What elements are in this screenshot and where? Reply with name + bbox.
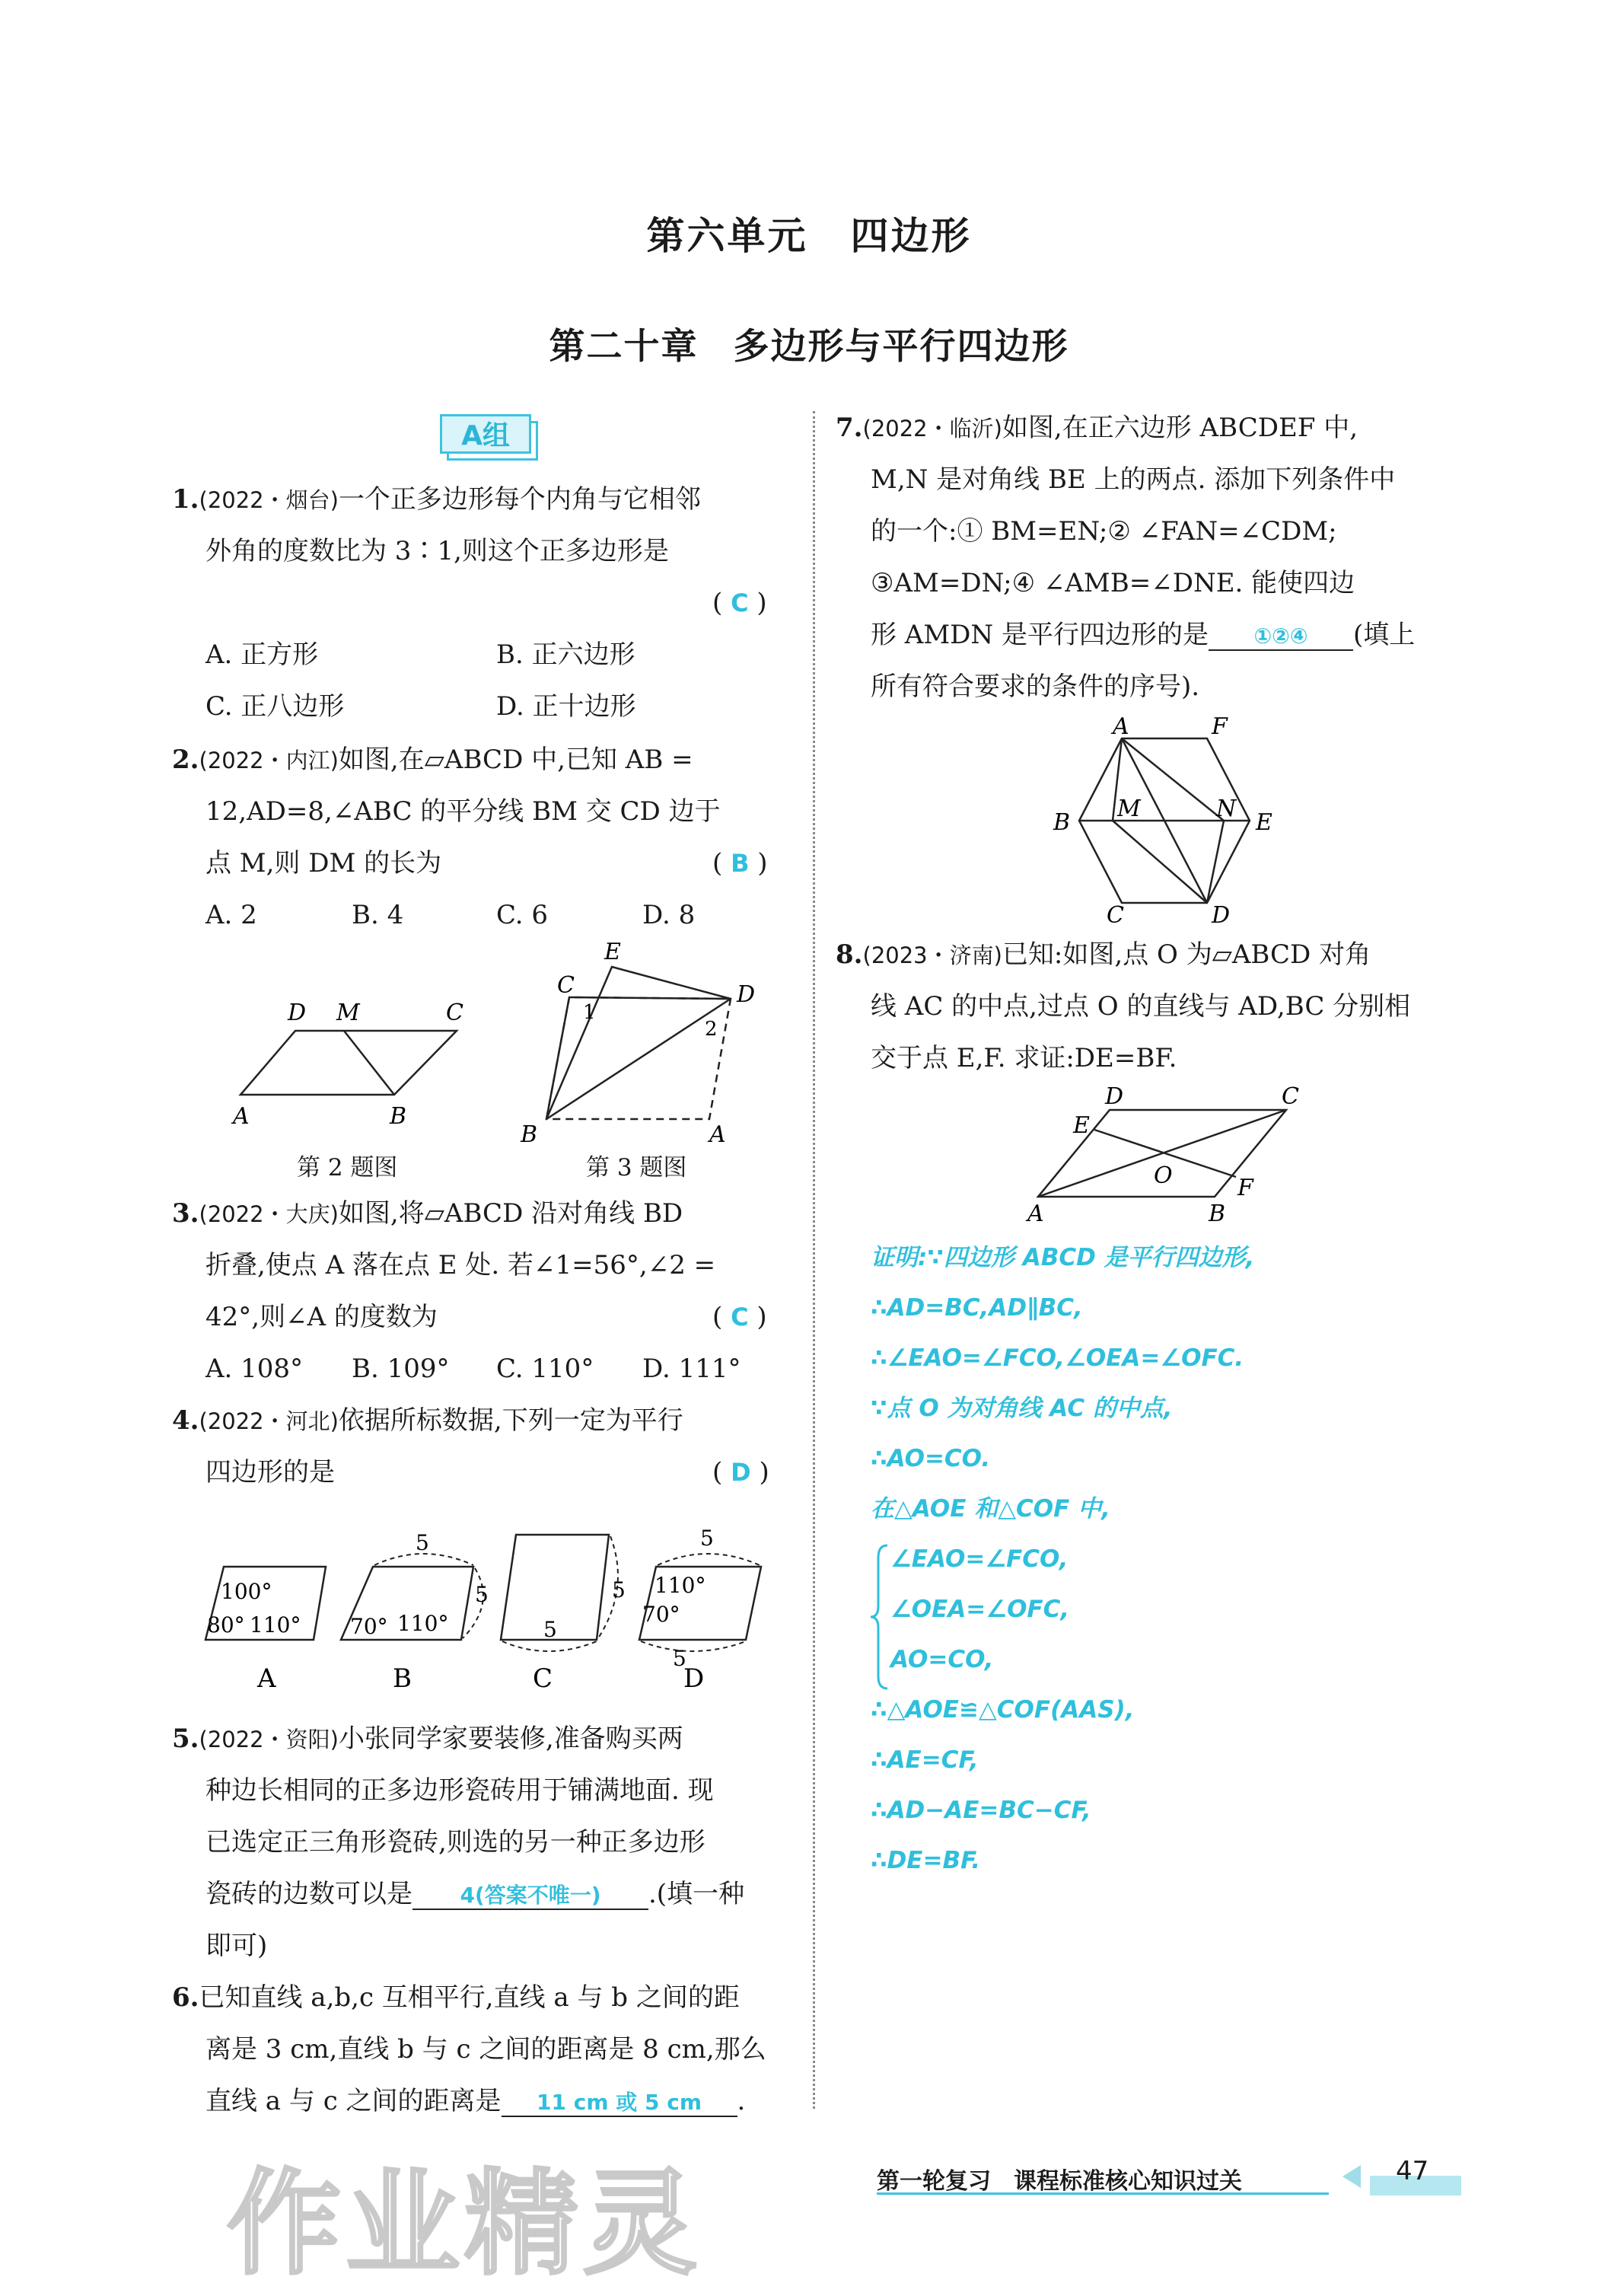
- q6-line2: 离是 3 cm,直线 b 与 c 之间的距离是 8 cm,那么: [205, 2034, 766, 2065]
- q4-letter-d: D: [683, 1663, 705, 1694]
- q7-label-f: F: [1212, 716, 1228, 740]
- q4-a-angle-100: 100°: [221, 1579, 272, 1604]
- q3-label-e: E: [604, 942, 621, 965]
- q3-label-angle2: 2: [705, 1018, 718, 1041]
- q3-figure: [510, 942, 769, 1148]
- q4-line1: [172, 1405, 683, 1437]
- q8-label-a: A: [1027, 1201, 1044, 1227]
- footer-arrow-icon: [1339, 2164, 1362, 2189]
- q8-proof-line2: ∴AD=BC,AD∥BC,: [871, 1294, 1083, 1322]
- q8-proof-line7: ∠EAO=∠FCO,: [890, 1545, 1069, 1573]
- q1-option-d: D. 正十边形: [496, 691, 636, 722]
- q5-number: 5.: [172, 1724, 199, 1754]
- q4-number: 4.: [172, 1405, 199, 1436]
- q2-source: (2022・内江): [199, 748, 339, 773]
- q4-d-angle-110: 110°: [655, 1573, 706, 1598]
- q7-line6: 所有符合要求的条件的序号).: [871, 671, 1200, 702]
- q8-line2: 线 AC 的中点,过点 O 的直线与 AD,BC 分别相: [871, 991, 1411, 1022]
- q4-text1: 依据所标数据,下列一定为平行: [338, 1405, 683, 1436]
- q7-line4: ③AM=DN;④ ∠AMB=∠DNE. 能使四边: [871, 568, 1355, 598]
- q4-letter-b: B: [393, 1663, 412, 1694]
- q7-line5: [871, 620, 1415, 651]
- unit-name: 四边形: [850, 214, 972, 258]
- q3-line1: [172, 1198, 683, 1229]
- q4-c-arc-bottom: [502, 1641, 597, 1651]
- q7-label-b: B: [1053, 809, 1071, 836]
- q4-c-side-bottom: 5: [543, 1617, 557, 1642]
- q7-line2: M,N 是对角线 BE 上的两点. 添加下列条件中: [871, 464, 1396, 495]
- q8-label-b: B: [1209, 1201, 1226, 1227]
- q4-b-arc-top: [374, 1554, 473, 1565]
- q5-line1: [172, 1724, 683, 1755]
- q8-proof-line5: ∴AO=CO.: [871, 1445, 991, 1472]
- q7-label-e: E: [1256, 809, 1272, 836]
- q2-line1: [172, 745, 693, 776]
- q7-segment-md: [1113, 821, 1207, 903]
- q2-label-d: D: [288, 1000, 307, 1026]
- q4-figure: [198, 1512, 807, 1695]
- q7-answer: ①②④: [1209, 623, 1353, 651]
- q7-text1: 如图,在正六边形 ABCDEF 中,: [1002, 413, 1358, 443]
- q8-label-c: C: [1282, 1083, 1299, 1110]
- q3-number: 3.: [172, 1198, 199, 1229]
- footer-underline: [877, 2192, 1329, 2195]
- chapter-title: [0, 318, 1618, 369]
- q8-proof-line11: ∴AE=CF,: [871, 1746, 979, 1774]
- q4-b-side-right: 5: [475, 1582, 489, 1607]
- q4-d-side-top: 5: [700, 1526, 714, 1551]
- q8-line3: 交于点 E,F. 求证:DE=BF.: [871, 1043, 1177, 1073]
- q8-number: 8.: [836, 939, 863, 970]
- q4-a-angle-110: 110°: [250, 1612, 301, 1637]
- chapter-name: 多边形与平行四边形: [733, 326, 1069, 368]
- q8-proof-brace: [868, 1541, 890, 1693]
- q1-text1: 一个正多边形每个内角与它相邻: [338, 484, 701, 515]
- q7-line1: [836, 413, 1358, 444]
- q4-b-angle-110: 110°: [397, 1611, 449, 1636]
- q8-label-d: D: [1105, 1083, 1124, 1110]
- q7-label-a: A: [1113, 716, 1129, 740]
- q7-text5: 形 AMDN 是平行四边形的是: [871, 620, 1209, 650]
- q1-option-a: A. 正方形: [205, 639, 319, 670]
- q3-line2: 折叠,使点 A 落在点 E 处. 若∠1=56°,∠2 =: [205, 1250, 716, 1280]
- q6-line3: [205, 2086, 745, 2117]
- q2-line3: 点 M,则 DM 的长为: [205, 848, 442, 879]
- q3-option-b: B. 109°: [352, 1354, 450, 1384]
- q4-a-angle-80: 80°: [207, 1612, 245, 1637]
- q4-d-side-bottom: 5: [673, 1646, 686, 1671]
- q1-answer: C: [731, 588, 749, 617]
- q8-label-e: E: [1073, 1112, 1090, 1139]
- q3-option-c: C. 110°: [496, 1354, 594, 1384]
- q4-answer-bracket: ( D ): [712, 1457, 769, 1488]
- q4-line2: 四边形的是: [205, 1457, 335, 1488]
- q6-line1: [172, 1982, 740, 2013]
- chapter-label: 第二十章: [549, 326, 699, 368]
- q2-label-m: M: [336, 1000, 360, 1026]
- q3-option-a: A. 108°: [205, 1354, 304, 1384]
- q4-c-left-edge: [501, 1535, 516, 1640]
- q8-proof-line4: ∵点 O 为对角线 AC 的中点,: [871, 1395, 1173, 1422]
- q4-source: (2022・河北): [199, 1408, 339, 1434]
- q8-proof-line1: 证明:∵四边形 ABCD 是平行四边形,: [871, 1244, 1255, 1271]
- q8-figure: [1020, 1079, 1317, 1232]
- q4-b-side-top: 5: [416, 1530, 429, 1555]
- q5-line2: 种边长相同的正多边形瓷砖用于铺满地面. 现: [205, 1775, 714, 1806]
- q1-option-c: C. 正八边形: [205, 691, 345, 722]
- q2-bisector-bm: [344, 1031, 394, 1095]
- q7-source: (2022・临沂): [862, 416, 1002, 442]
- q1-line2: 外角的度数比为 3∶1,则这个正多边形是: [205, 536, 669, 566]
- q8-proof-line13: ∴DE=BF.: [871, 1847, 981, 1874]
- q3-label-a: A: [709, 1121, 726, 1148]
- q1-option-b: B. 正六边形: [496, 639, 635, 670]
- q6-text3: 直线 a 与 c 之间的距离是: [205, 2086, 502, 2116]
- q3-source: (2022・大庆): [199, 1201, 339, 1227]
- q2-label-a: A: [233, 1103, 250, 1130]
- q8-proof-line9: AO=CO,: [890, 1646, 994, 1673]
- footer-arrow-shape: [1342, 2165, 1361, 2188]
- q5-answer: 4(答案不唯一): [412, 1883, 648, 1910]
- q7-label-m: M: [1117, 796, 1141, 822]
- q3-figure-caption: 第 3 题图: [586, 1154, 687, 1181]
- column-divider: [813, 411, 815, 2109]
- q4-c-side-right: 5: [612, 1577, 626, 1602]
- q3-answer-bracket: ( C ): [712, 1302, 767, 1332]
- q4-d-angle-70: 70°: [642, 1602, 680, 1627]
- q2-label-b: B: [390, 1103, 407, 1130]
- q8-proof-line10: ∴△AOE≌△COF(AAS),: [871, 1696, 1135, 1724]
- q2-option-c: C. 6: [496, 900, 549, 930]
- group-badge: A组: [440, 414, 531, 454]
- q2-option-b: B. 4: [352, 900, 404, 930]
- q2-line2: 12,AD=8,∠ABC 的平分线 BM 交 CD 边于: [205, 796, 721, 827]
- q3-side-cd: [569, 997, 731, 999]
- q4-answer: D: [731, 1458, 751, 1487]
- q6-answer: 11 cm 或 5 cm: [502, 2090, 737, 2117]
- footer-label: 第一轮复习 课程标准核心知识过关: [877, 2168, 1242, 2195]
- q3-label-d: D: [737, 981, 756, 1008]
- unit-label: 第六单元: [646, 214, 808, 258]
- q1-line1: [172, 484, 701, 515]
- q8-proof-line6: 在△AOE 和△COF 中,: [871, 1495, 1110, 1523]
- page-number: 47: [1396, 2156, 1429, 2186]
- q2-answer: B: [731, 849, 750, 878]
- q2-label-c: C: [446, 1000, 463, 1026]
- q8-label-o: O: [1154, 1162, 1173, 1189]
- q3-line3: 42°,则∠A 的度数为: [205, 1302, 438, 1332]
- q4-d-arc-top: [658, 1554, 760, 1565]
- q6-text3-post: .: [737, 2086, 746, 2116]
- q4-d-arc-bottom: [641, 1641, 746, 1651]
- q3-option-d: D. 111°: [642, 1354, 741, 1384]
- q5-source: (2022・资阳): [199, 1727, 339, 1752]
- q1-number: 1.: [172, 484, 199, 515]
- q7-label-n: N: [1216, 796, 1237, 822]
- q2-option-d: D. 8: [642, 900, 696, 930]
- q8-brace-path: [871, 1545, 887, 1689]
- q8-proof-line8: ∠OEA=∠OFC,: [890, 1596, 1070, 1623]
- q2-parallelogram: [240, 1031, 457, 1095]
- q3-label-b: B: [521, 1121, 538, 1148]
- q2-answer-bracket: ( B ): [712, 848, 768, 879]
- unit-title: [0, 206, 1618, 260]
- q8-label-f: F: [1237, 1175, 1253, 1201]
- q8-proof-line3: ∴∠EAO=∠FCO,∠OEA=∠OFC.: [871, 1344, 1244, 1372]
- q3-side-bc: [546, 997, 569, 1119]
- q4-b-angle-70: 70°: [350, 1614, 388, 1639]
- q4-letter-c: C: [533, 1663, 553, 1694]
- q3-label-angle1: 1: [583, 1001, 596, 1024]
- q3-answer: C: [731, 1303, 749, 1331]
- q7-number: 7.: [836, 413, 863, 443]
- q7-label-c: C: [1107, 902, 1124, 926]
- q7-line3: 的一个:① BM=EN;② ∠FAN=∠CDM;: [871, 516, 1337, 547]
- q7-segment-nd: [1207, 821, 1224, 903]
- watermark-bottom: 作业精灵: [227, 2158, 702, 2291]
- q7-figure: [1043, 716, 1294, 926]
- q3-text1: 如图,将▱ABCD 沿对角线 BD: [338, 1198, 683, 1229]
- q8-proof-line12: ∴AD−AE=BC−CF,: [871, 1797, 1091, 1824]
- q5-line4: [205, 1879, 744, 1910]
- q8-text1: 已知:如图,点 O 为▱ABCD 对角: [1002, 939, 1371, 970]
- q2-text1: 如图,在▱ABCD 中,已知 AB =: [338, 745, 693, 775]
- q5-line5: 即可): [205, 1931, 268, 1961]
- q2-number: 2.: [172, 745, 199, 775]
- q2-figure-caption: 第 2 题图: [297, 1154, 398, 1181]
- q4-letter-a: A: [257, 1663, 276, 1694]
- q8-line1: [836, 939, 1371, 971]
- q5-text1: 小张同学家要装修,准备购买两: [338, 1724, 683, 1754]
- q7-label-d: D: [1212, 902, 1231, 926]
- q3-diagonal-bd: [546, 999, 731, 1119]
- q5-line3: 已选定正三角形瓷砖,则选的另一种正多边形: [205, 1827, 705, 1858]
- q6-number: 6.: [172, 1982, 199, 2013]
- q8-source: (2023・济南): [862, 942, 1002, 968]
- q2-option-a: A. 2: [205, 900, 257, 930]
- q3-label-c: C: [557, 972, 575, 999]
- q1-source: (2022・烟台): [199, 487, 339, 513]
- q5-text4-post: .(填一种: [648, 1879, 745, 1909]
- q1-answer-bracket: ( C ): [712, 588, 767, 618]
- q2-figure: [228, 990, 472, 1142]
- q6-text1: 已知直线 a,b,c 互相平行,直线 a 与 b 之间的距: [199, 1982, 740, 2013]
- q7-text5-post: (填上: [1353, 620, 1416, 650]
- q5-text4: 瓷砖的边数可以是: [205, 1879, 412, 1909]
